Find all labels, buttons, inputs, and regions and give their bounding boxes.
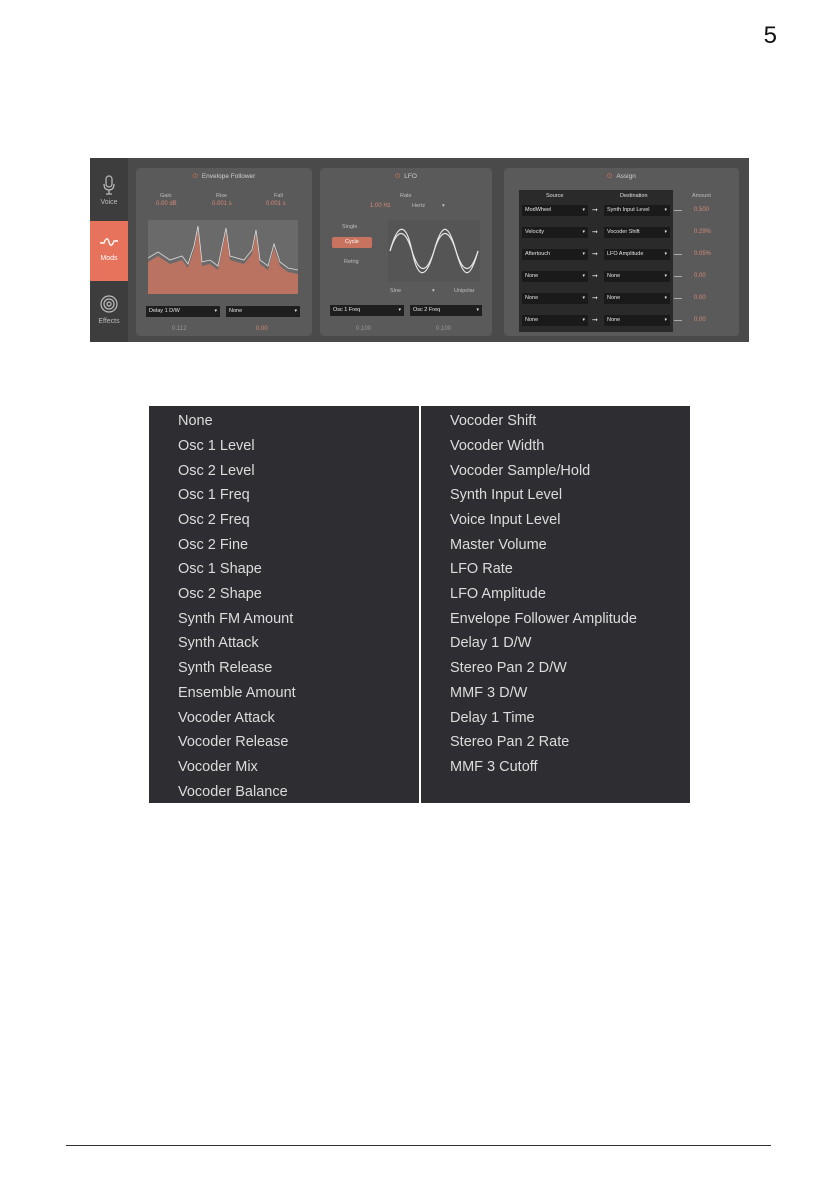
power-icon[interactable]: ⏻ xyxy=(607,173,613,180)
arrow-right-icon: ➞ xyxy=(592,273,598,280)
slider-tick xyxy=(674,320,682,321)
amount-value[interactable]: 0.00 xyxy=(694,317,706,323)
list-item[interactable]: Synth Input Level xyxy=(450,487,563,503)
envelope-graph xyxy=(148,220,298,294)
list-item[interactable]: MMF 3 D/W xyxy=(450,685,528,701)
sine-wave xyxy=(388,220,480,282)
envelope-dest-2: None xyxy=(229,308,243,314)
page-number: 5 xyxy=(763,22,777,49)
sidebar-item-label: Voice xyxy=(100,199,118,206)
envelope-title-row xyxy=(136,173,312,181)
destination-dropdown[interactable] xyxy=(604,227,670,238)
rise-value[interactable]: 0.001 s xyxy=(212,201,232,207)
arrow-right-icon: ➞ xyxy=(592,207,598,214)
list-item[interactable]: Vocoder Shift xyxy=(450,413,537,429)
polarity-toggle[interactable]: Unipolar xyxy=(454,288,475,294)
arrow-right-icon: ➞ xyxy=(592,295,598,302)
list-item[interactable]: Delay 1 Time xyxy=(450,710,535,726)
list-item[interactable]: LFO Rate xyxy=(450,561,513,577)
lfo-panel xyxy=(320,168,492,336)
chevron-down-icon: ▾ xyxy=(664,229,667,235)
list-item[interactable]: Osc 1 Level xyxy=(178,438,255,454)
list-item[interactable]: Vocoder Width xyxy=(450,438,545,454)
effects-rings-icon xyxy=(99,294,119,314)
destination-dropdown[interactable] xyxy=(604,249,670,260)
mode-retrig[interactable]: Retrig xyxy=(344,259,359,265)
destination-dropdown[interactable] xyxy=(604,271,670,282)
sidebar-item-mods[interactable] xyxy=(90,221,128,281)
mode-single[interactable]: Single xyxy=(342,224,358,230)
destination-column-right xyxy=(421,406,690,803)
list-item[interactable]: Vocoder Attack xyxy=(178,710,275,726)
lfo-wave-display xyxy=(388,220,480,282)
list-item[interactable]: Synth Release xyxy=(178,660,273,676)
destination-value: None xyxy=(607,273,621,279)
list-item[interactable]: Vocoder Release xyxy=(178,734,289,750)
rate-unit[interactable]: Hertz xyxy=(412,203,426,209)
fall-value[interactable]: 0.001 s xyxy=(266,201,286,207)
source-value: None xyxy=(525,317,539,323)
list-item[interactable]: Vocoder Sample/Hold xyxy=(450,463,591,479)
envelope-waveform xyxy=(148,220,298,294)
chevron-down-icon: ▾ xyxy=(582,229,585,235)
arrow-right-icon: ➞ xyxy=(592,317,598,324)
source-dropdown[interactable] xyxy=(522,271,588,282)
gain-value[interactable]: 0.00 dB xyxy=(156,201,177,207)
destination-dropdown[interactable] xyxy=(604,293,670,304)
chevron-down-icon[interactable]: ▾ xyxy=(432,288,435,294)
chevron-down-icon: ▾ xyxy=(214,308,217,314)
destination-value: None xyxy=(607,295,621,301)
list-item[interactable]: Osc 1 Freq xyxy=(178,487,250,503)
sidebar-item-voice[interactable] xyxy=(90,163,128,223)
list-item[interactable]: Osc 2 Fine xyxy=(178,537,249,553)
list-item[interactable]: Osc 2 Shape xyxy=(178,586,262,602)
destination-column-left xyxy=(149,406,419,803)
slider-tick xyxy=(674,298,682,299)
wave-select[interactable]: Sine xyxy=(390,288,402,294)
chevron-down-icon: ▾ xyxy=(664,273,667,279)
envelope-dest-1: Delay 1 D/W xyxy=(149,308,180,314)
sidebar-item-label: Effects xyxy=(98,318,120,325)
envelope-dest-1-dropdown[interactable] xyxy=(146,306,220,317)
chevron-down-icon: ▾ xyxy=(582,273,585,279)
microphone-icon xyxy=(102,175,116,195)
chevron-down-icon: ▾ xyxy=(582,295,585,301)
sidebar-item-effects[interactable] xyxy=(90,282,128,342)
lfo-amount-2[interactable]: 0.100 xyxy=(436,326,452,332)
chevron-down-icon: ▾ xyxy=(582,207,585,213)
envelope-follower-panel xyxy=(136,168,312,336)
list-item[interactable]: Voice Input Level xyxy=(450,512,561,528)
destination-list xyxy=(149,406,690,803)
list-item[interactable]: Stereo Pan 2 D/W xyxy=(450,660,567,676)
source-value: None xyxy=(525,273,539,279)
rise-label: Rise xyxy=(216,193,228,199)
destination-header: Destination xyxy=(620,193,648,199)
lfo-dest-2: Osc 2 Freq xyxy=(413,307,441,313)
list-item[interactable]: Ensemble Amount xyxy=(178,685,296,701)
mods-wave-icon xyxy=(99,233,119,251)
list-item[interactable]: Synth Attack xyxy=(178,635,259,651)
list-item[interactable]: Stereo Pan 2 Rate xyxy=(450,734,570,750)
list-item[interactable]: None xyxy=(178,413,213,429)
envelope-title: Envelope Follower xyxy=(201,173,256,180)
chevron-down-icon: ▾ xyxy=(664,295,667,301)
source-value: ModWheel xyxy=(525,207,552,213)
lfo-dest-1-dropdown[interactable] xyxy=(330,305,404,316)
sidebar xyxy=(90,158,128,342)
list-item[interactable]: MMF 3 Cutoff xyxy=(450,759,538,775)
destination-dropdown[interactable] xyxy=(604,205,670,216)
lfo-amount-1[interactable]: 0.100 xyxy=(356,326,372,332)
destination-value: None xyxy=(607,317,621,323)
list-item[interactable]: Vocoder Mix xyxy=(178,759,258,775)
source-header: Source xyxy=(546,193,564,199)
mode-cycle: Cycle xyxy=(345,239,359,245)
list-item[interactable]: LFO Amplitude xyxy=(450,586,546,602)
mode-cycle-button[interactable] xyxy=(332,237,372,248)
chevron-down-icon: ▾ xyxy=(664,207,667,213)
amount-value[interactable]: 0.05% xyxy=(694,251,712,257)
destination-value: LFO Amplitude xyxy=(607,251,644,257)
slider-tick xyxy=(674,210,682,211)
lfo-title-row xyxy=(320,173,492,181)
amount-value[interactable]: 0.500 xyxy=(694,207,710,213)
lfo-dest-1: Osc 1 Freq xyxy=(333,307,361,313)
gain-label: Gain xyxy=(160,193,172,199)
assign-title: Assign xyxy=(616,173,636,180)
list-item[interactable]: Delay 1 D/W xyxy=(450,635,532,651)
chevron-down-icon: ▾ xyxy=(664,251,667,257)
sidebar-item-label: Mods xyxy=(100,255,118,262)
chevron-down-icon[interactable]: ▾ xyxy=(442,203,445,209)
power-icon[interactable]: ⏻ xyxy=(395,173,401,180)
list-item[interactable]: Master Volume xyxy=(450,537,547,553)
source-value: Aftertouch xyxy=(525,251,551,257)
chevron-down-icon: ▾ xyxy=(294,308,297,314)
source-dropdown[interactable] xyxy=(522,293,588,304)
destination-value: Vocoder Shift xyxy=(607,229,640,235)
list-item[interactable]: Envelope Follower Amplitude xyxy=(450,611,637,627)
chevron-down-icon: ▾ xyxy=(582,317,585,323)
chevron-down-icon: ▾ xyxy=(476,307,479,313)
slider-tick xyxy=(674,276,682,277)
amount-value[interactable]: 0.29% xyxy=(694,229,712,235)
assign-panel xyxy=(504,168,739,336)
list-item[interactable]: Osc 2 Freq xyxy=(178,512,250,528)
destination-dropdown[interactable] xyxy=(604,315,670,326)
source-dropdown[interactable] xyxy=(522,315,588,326)
source-dropdown[interactable] xyxy=(522,205,588,216)
source-dropdown[interactable] xyxy=(522,249,588,260)
list-item[interactable]: Vocoder Balance xyxy=(178,784,288,800)
source-value: None xyxy=(525,295,539,301)
mods-screenshot xyxy=(90,158,749,342)
chevron-down-icon: ▾ xyxy=(582,251,585,257)
arrow-right-icon: ➞ xyxy=(592,229,598,236)
assign-title-row xyxy=(504,173,739,181)
list-item[interactable]: Synth FM Amount xyxy=(178,611,294,627)
rate-value[interactable]: 1.00 Hz xyxy=(370,203,391,209)
source-dropdown[interactable] xyxy=(522,227,588,238)
footer-rule xyxy=(66,1145,771,1146)
envelope-amount-1[interactable]: 0.112 xyxy=(172,326,187,332)
rate-label: Rate xyxy=(400,193,412,199)
list-item[interactable]: Osc 1 Shape xyxy=(178,561,262,577)
list-item[interactable]: Osc 2 Level xyxy=(178,463,255,479)
lfo-title: LFO xyxy=(404,173,417,180)
destination-value: Synth Input Level xyxy=(607,207,650,213)
envelope-amount-2[interactable]: 0.00 xyxy=(256,326,268,332)
chevron-down-icon: ▾ xyxy=(664,317,667,323)
chevron-down-icon: ▾ xyxy=(398,307,401,313)
amount-value[interactable]: 0.00 xyxy=(694,295,706,301)
amount-value[interactable]: 0.00 xyxy=(694,273,706,279)
amount-header: Amount xyxy=(692,193,711,199)
power-icon[interactable]: ⏻ xyxy=(192,173,198,180)
envelope-dest-2-dropdown[interactable] xyxy=(226,306,300,317)
arrow-right-icon: ➞ xyxy=(592,251,598,258)
source-value: Velocity xyxy=(525,229,544,235)
fall-label: Fall xyxy=(274,193,283,199)
lfo-dest-2-dropdown[interactable] xyxy=(410,305,482,316)
slider-tick xyxy=(674,254,682,255)
